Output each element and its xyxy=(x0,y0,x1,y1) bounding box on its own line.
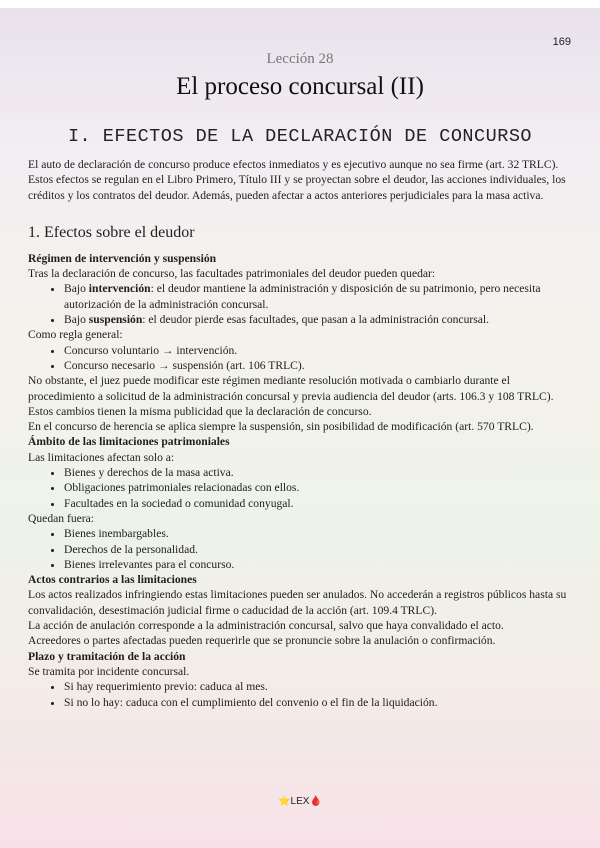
section-heading: I. EFECTOS DE LA DECLARACIÓN DE CONCURSO xyxy=(67,126,533,147)
lesson-label: Lección 28 xyxy=(266,51,334,67)
actos-paragraph-2: La acción de anulación corresponde a la administración concursal, salvo que haya convalidado el acto. xyxy=(28,619,504,633)
list-item: • Concurso necesario → suspensión (art. 106 TRLC). xyxy=(64,358,573,373)
list-item: • Si no lo hay: caduca con el cumplimiento del convenio o el fin de la liquidación. xyxy=(64,695,573,710)
plazo-text: Se tramita por incidente concursal. xyxy=(28,664,190,678)
plazo-list xyxy=(28,679,573,710)
regimen-list xyxy=(28,281,573,327)
list-item: • Si hay requerimiento previo: caduca al mes. xyxy=(64,679,573,694)
list-item: • Bienes y derechos de la masa activa. xyxy=(64,465,573,480)
actos-paragraph-1: Los actos realizados infringiendo estas limitaciones pueden ser anulados. No accederán a registros públicos hasta su convalidación, desestimación judicial firme o caducidad de la acción (art. 109.4 TRLC). xyxy=(28,588,567,617)
list-item: • Derechos de la personalidad. xyxy=(64,542,573,557)
list-item: • Concurso voluntario → intervención. xyxy=(64,343,573,358)
list-item: • Bienes inembargables. xyxy=(64,526,573,541)
general-rule-list xyxy=(28,343,573,374)
actos-heading: Actos contrarios a las limitaciones xyxy=(28,573,197,587)
top-margin-strip xyxy=(0,0,600,8)
document-body xyxy=(28,157,573,710)
footer-brand-text: LEX xyxy=(290,796,310,807)
blood-drop-icon: 🩸 xyxy=(309,796,322,807)
excluded-list xyxy=(28,526,573,572)
excluded-label: Quedan fuera: xyxy=(28,511,94,525)
ambito-text: Las limitaciones afectan solo a: xyxy=(28,450,175,464)
subsection-heading: 1. Efectos sobre el deudor xyxy=(28,223,195,241)
notwithstanding-paragraph: No obstante, el juez puede modificar este régimen mediante resolución motivada o cambiarlo durante el procedimiento a solicitud de la administración concursal y previa audiencia del deudor (arts. 106.3 y 108 TRLC). Estos cambios tienen la misma publicidad que la declaración de concurso. xyxy=(28,374,554,418)
actos-paragraph-3: Acreedores o partes afectadas pueden requerirle que se pronuncie sobre la anulación o confirmación. xyxy=(28,634,496,648)
intro-paragraph: El auto de declaración de concurso produce efectos inmediatos y es ejecutivo aunque no sea firme (art. 32 TRLC). Estos efectos se regulan en el Libro Primero, Título III y se proyectan sobre el deudor, las acciones individuales, los créditos y los contratos del deudor. Además, pueden afectar a actos anteriores perjudiciales para la masa activa. xyxy=(28,158,566,202)
general-rule-label: Como regla general: xyxy=(28,328,123,342)
ambito-list xyxy=(28,465,573,511)
list-item: • Bajo intervención: el deudor mantiene la administración y disposición de su patrimonio, pero necesita autorización de la administración concursal. xyxy=(64,281,573,312)
list-item: • Obligaciones patrimoniales relacionadas con ellos. xyxy=(64,480,573,495)
page-title: El proceso concursal (II) xyxy=(176,73,424,100)
regimen-text: Tras la declaración de concurso, las facultades patrimoniales del deudor pueden quedar: xyxy=(28,267,436,281)
plazo-heading: Plazo y tramitación de la acción xyxy=(28,649,186,663)
footer-brand xyxy=(0,796,600,807)
list-item: • Bajo suspensión: el deudor pierde esas facultades, que pasan a la administración concursal. xyxy=(64,312,573,327)
star-icon: ⭐ xyxy=(278,796,291,807)
herencia-paragraph: En el concurso de herencia se aplica siempre la suspensión, sin posibilidad de modificación (art. 570 TRLC). xyxy=(28,420,534,434)
list-item: • Bienes irrelevantes para el concurso. xyxy=(64,557,573,572)
regimen-heading: Régimen de intervención y suspensión xyxy=(28,251,217,265)
list-item: • Facultades en la sociedad o comunidad conyugal. xyxy=(64,496,573,511)
ambito-heading: Ámbito de las limitaciones patrimoniales xyxy=(28,435,230,449)
page-number: 169 xyxy=(552,36,571,48)
